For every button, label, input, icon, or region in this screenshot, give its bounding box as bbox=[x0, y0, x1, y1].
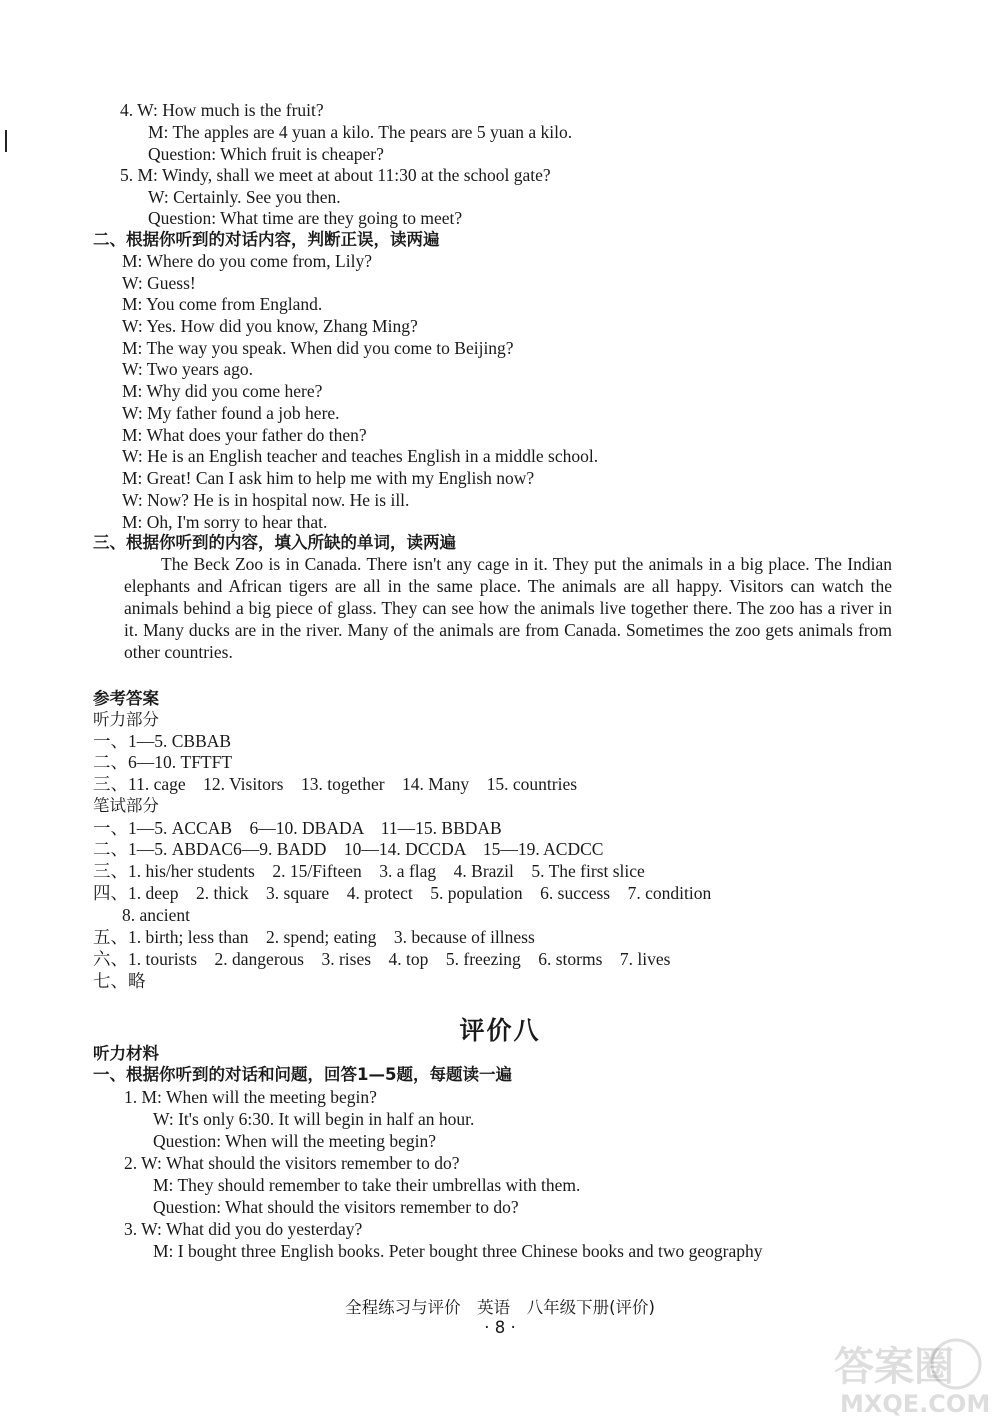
text-line: M: Why did you come here? bbox=[122, 381, 323, 401]
text-line: W: It's only 6:30. It will begin in half an hour. bbox=[153, 1109, 475, 1129]
text-line: 一、1—5. ACCAB 6—10. DBADA 11—15. BBDAB bbox=[93, 818, 502, 838]
section-title: 评价八 bbox=[459, 1016, 541, 1045]
text-line: Question: What time are they going to meet? bbox=[148, 208, 463, 228]
text-line: 七、略 bbox=[93, 971, 146, 991]
watermark-site: MXQE.COM bbox=[840, 1390, 988, 1418]
text-line: 8. ancient bbox=[122, 905, 191, 925]
text-line: M: They should remember to take their umbrellas with them. bbox=[153, 1175, 581, 1195]
text-line: 3. W: What did you do yesterday? bbox=[124, 1219, 363, 1239]
text-line: Question: When will the meeting begin? bbox=[153, 1131, 437, 1151]
footer-book-info: 全程练习与评价 英语 八年级下册(评价) bbox=[345, 1298, 655, 1317]
watermark-logo bbox=[828, 1328, 988, 1418]
text-line: M: You come from England. bbox=[122, 294, 323, 314]
text-line: W: Yes. How did you know, Zhang Ming? bbox=[122, 316, 418, 336]
text-line: W: Now? He is in hospital now. He is ill. bbox=[122, 490, 410, 510]
text-line: M: Great! Can I ask him to help me with my English now? bbox=[122, 468, 535, 488]
text-line: W: He is an English teacher and teaches English in a middle school. bbox=[122, 446, 599, 466]
text-line: M: I bought three English books. Peter bought three Chinese books and two geography bbox=[153, 1241, 763, 1261]
text-line: 四、1. deep 2. thick 3. square 4. protect 5. population 6. success 7. condition bbox=[93, 883, 712, 903]
text-line: 三、11. cage 12. Visitors 13. together 14. Many 15. countries bbox=[93, 774, 578, 794]
text-line: M: The apples are 4 yuan a kilo. The pears are 5 yuan a kilo. bbox=[148, 122, 573, 142]
text-line: W: Guess! bbox=[122, 273, 196, 293]
text-line: M: Where do you come from, Lily? bbox=[122, 251, 372, 271]
text-line: W: My father found a job here. bbox=[122, 403, 340, 423]
text-line: 二、6—10. TFTFT bbox=[93, 752, 233, 772]
text-line: 六、1. tourists 2. dangerous 3. rises 4. top 5. freezing 6. storms 7. lives bbox=[93, 949, 671, 969]
text-line: 听力材料 bbox=[93, 1044, 159, 1063]
text-line: Question: Which fruit is cheaper? bbox=[148, 144, 384, 164]
text-line: 二、根据你听到的对话内容，判断正误，读两遍 bbox=[93, 230, 440, 249]
text-line: 二、1—5. ABDAC6—9. BADD 10—14. DCCDA 15—19. ACDCC bbox=[93, 839, 604, 859]
text-line: 三、1. his/her students 2. 15/Fifteen 3. a flag 4. Brazil 5. The first slice bbox=[93, 861, 645, 881]
text-line: W: Two years ago. bbox=[122, 359, 253, 379]
text-line: 一、根据你听到的对话和问题，回答1—5题，每题读一遍 bbox=[93, 1065, 512, 1084]
watermark-text: 答案圈 bbox=[834, 1344, 954, 1390]
text-line: 三、根据你听到的内容，填入所缺的单词，读两遍 bbox=[93, 533, 456, 552]
margin-mark bbox=[5, 130, 7, 152]
text-line: 2. W: What should the visitors remember to do? bbox=[124, 1153, 460, 1173]
text-line: M: Oh, I'm sorry to hear that. bbox=[122, 512, 328, 532]
page-number: · 8 · bbox=[484, 1318, 516, 1337]
text-line: M: The way you speak. When did you come to Beijing? bbox=[122, 338, 514, 358]
text-line: 4. W: How much is the fruit? bbox=[120, 100, 324, 120]
text-line: 听力部分 bbox=[93, 710, 159, 729]
text-line: W: Certainly. See you then. bbox=[148, 187, 341, 207]
text-line: 五、1. birth; less than 2. spend; eating 3. because of illness bbox=[93, 927, 535, 947]
zoo-passage: The Beck Zoo is in Canada. There isn't any cage in it. They put the animals in a big place. The Indian elephants and African tigers are all in the same place. The animals are all happy. Visitors can watch the animals behind a big piece of glass. They can see how the animals live together there. The zoo has a river in it. Many ducks are in the river. Many of the animals are from Canada. Sometimes the zoo gets animals from other countries. bbox=[124, 554, 892, 662]
text-line: 笔试部分 bbox=[93, 796, 159, 815]
text-line: 5. M: Windy, shall we meet at about 11:30 at the school gate? bbox=[120, 165, 551, 185]
text-line: 一、1—5. CBBAB bbox=[93, 731, 232, 751]
text-line: 参考答案 bbox=[93, 689, 159, 708]
text-line: Question: What should the visitors remember to do? bbox=[153, 1197, 519, 1217]
text-line: 1. M: When will the meeting begin? bbox=[124, 1087, 377, 1107]
text-line: M: What does your father do then? bbox=[122, 425, 367, 445]
